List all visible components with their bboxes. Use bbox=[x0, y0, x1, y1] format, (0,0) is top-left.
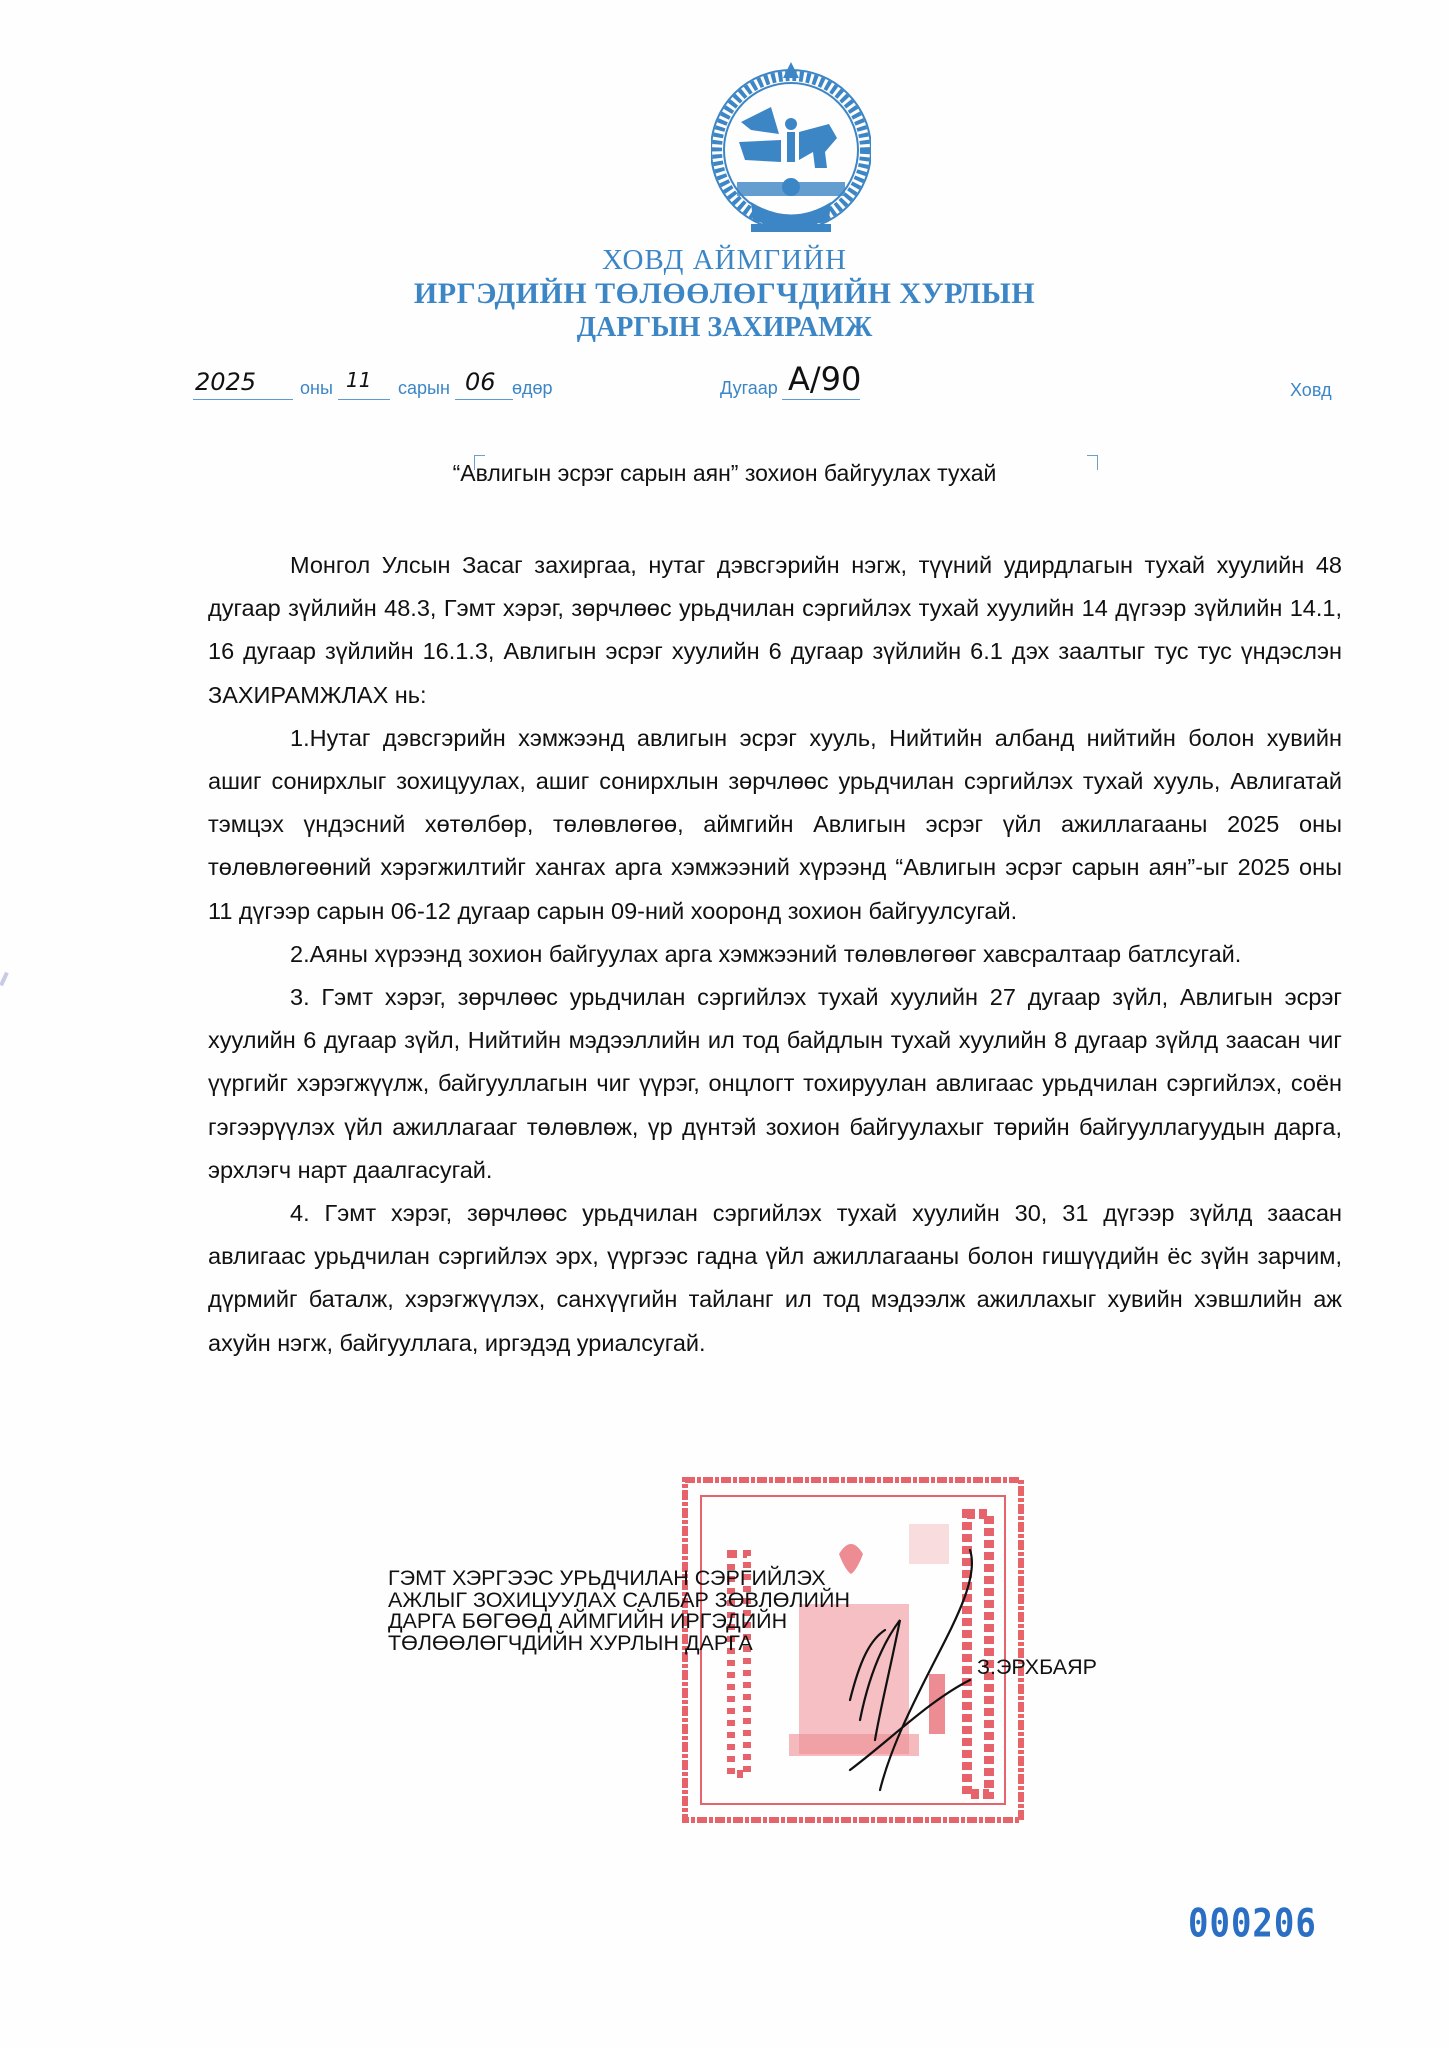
order-item-3: 3. Гэмт хэрэг, зөрчлөөс урьдчилан сэргийлэх тухай хуулийн 27 дугаар зүйл, Авлигын эсрэг хуулийн 6 дугаар зүйл, Нийтийн мэдээллийн ил тод байдлын тухай хуулийн 8 дугаар зүйлд заасан чиг үүргийг хэрэгжүүлж, байгууллагын чиг үүрэг, онцлогт тохируулан авлигаас урьдчилан сэргийлэх, соён гэгээрүүлэх үйл ажиллагааг төлөвлөж, үр дүнтэй зохион байгуулахыг төрийн байгууллагуудын дарга, эрхлэгч нарт даалгасугай. bbox=[208, 984, 1342, 1183]
order-item-2: 2.Аяны хүрээнд зохион байгуулах арга хэмжээний төлөвлөгөөг хавсралтаар батлсугай. bbox=[290, 940, 1242, 967]
date-line bbox=[0, 360, 1449, 408]
signatory-title-line: ТӨЛӨӨЛӨГЧДИЙН ХУРЛЫН ДАРГА bbox=[388, 1630, 753, 1655]
date-month: 11 bbox=[346, 368, 372, 392]
serial-number: 000206 bbox=[1188, 1901, 1317, 1947]
date-year: 2025 bbox=[195, 368, 257, 396]
place-name: Ховд bbox=[1290, 380, 1332, 400]
signatory-title-line: АЖЛЫГ ЗОХИЦУУЛАХ САЛБАР ЗӨВЛӨЛИЙН bbox=[388, 1587, 850, 1612]
document-title: “Авлигын эсрэг сарын аян” зохион байгуулах тухай bbox=[452, 460, 997, 486]
header-organization: ИРГЭДИЙН ТӨЛӨӨЛӨГЧДИЙН ХУРЛЫН bbox=[413, 277, 1036, 310]
preamble-paragraph: Монгол Улсын Засаг захиргаа, нутаг дэвсгэрийн нэгж, түүний удирдлагын тухай хуулийн 48 дугаар зүйлийн 48.3, Гэмт хэрэг, зөрчлөөс урьдчилан сэргийлэх тухай хуулийн 14 дүгээр зүйлийн 14.1, 16 дугаар зүйлийн 16.1.3, Авлигын эсрэг хуулийн 6 дугаар зүйлийн 6.1 дэх заалтыг тус тус үндэслэн ЗАХИРАМЖЛАХ нь: bbox=[208, 552, 1342, 708]
document-number: А/90 bbox=[788, 360, 862, 398]
scan-artifact bbox=[0, 972, 9, 986]
signatory-title-line: ДАРГА БӨГӨӨД АЙМГИЙН ИРГЭДИЙН bbox=[388, 1609, 788, 1634]
signatory-title-line: ГЭМТ ХЭРГЭЭС УРЬДЧИЛАН СЭРГИЙЛЭХ bbox=[388, 1566, 826, 1590]
mongolia-state-emblem-icon bbox=[711, 52, 871, 242]
year-underline bbox=[193, 399, 293, 400]
document-body bbox=[208, 544, 1342, 1365]
date-day: 06 bbox=[465, 368, 496, 396]
day-label: өдөр bbox=[512, 378, 553, 398]
order-item-4: 4. Гэмт хэрэг, зөрчлөөс урьдчилан сэргийлэх тухай хуулийн 30, 31 дүгээр зүйлд заасан авлигаас урьдчилан сэргийлэх эрх, үүргээс гадна үйл ажиллагааны болон гишүүдийн ёс зүйн зарчим, дүрмийг баталж, хэрэгжүүлэх, санхүүгийн тайланг ил тод мэдээлж ажиллахыг хувийн хэвшлийн аж ахуйн нэгж, байгууллага, иргэдэд уриалсугай. bbox=[208, 1200, 1342, 1356]
header-province: ХОВД АЙМГИЙН bbox=[602, 244, 847, 276]
number-label: Дугаар bbox=[720, 378, 778, 398]
day-underline bbox=[455, 399, 513, 400]
month-underline bbox=[338, 399, 390, 400]
signatory-name: З.ЭРХБАЯР bbox=[977, 1655, 1097, 1679]
signatory-title bbox=[388, 1568, 850, 1654]
handwritten-signature-icon bbox=[830, 1540, 1000, 1800]
order-item-1: 1.Нутаг дэвсгэрийн хэмжээнд авлигын эсрэг хууль, Нийтийн албанд нийтийн болон хувийн ашиг сонирхлыг зохицуулах, ашиг сонирхлын зөрчлөөс урьдчилан сэргийлэх тухай хууль, Авлигатай тэмцэх үндэсний хөтөлбөр, төлөвлөгөө, аймгийн Авлигын эсрэг үйл ажиллагааны 2025 оны төлөвлөгөөний хэрэгжилтийг хангах арга хэмжээний хүрээнд “Авлигын эсрэг сарын аян”-ыг 2025 оны 11 дүгээр сарын 06-12 дугаар сарын 09-ний хооронд зохион байгуулсугай. bbox=[208, 724, 1342, 924]
year-label: оны bbox=[300, 378, 333, 398]
header-document-type: ДАРГЫН ЗАХИРАМЖ bbox=[576, 312, 873, 343]
month-label: сарын bbox=[398, 378, 450, 398]
number-underline bbox=[782, 399, 860, 400]
